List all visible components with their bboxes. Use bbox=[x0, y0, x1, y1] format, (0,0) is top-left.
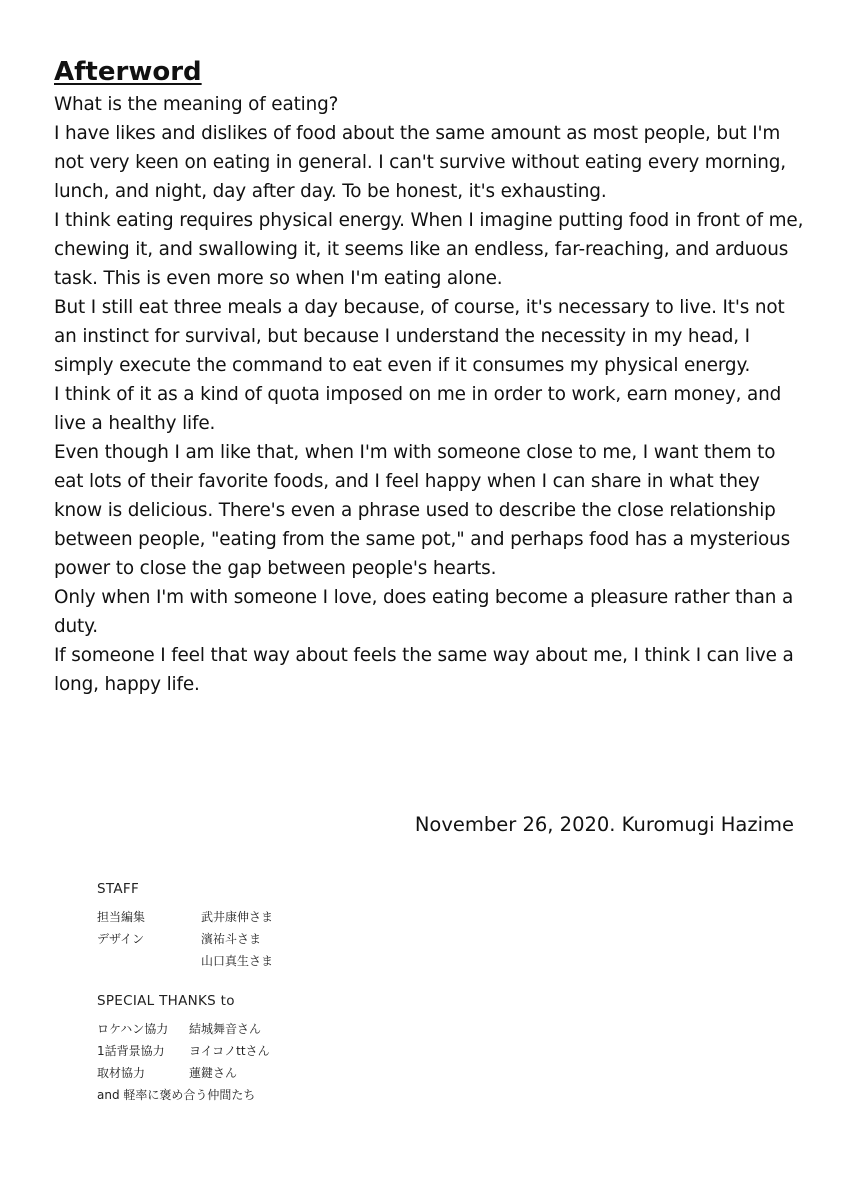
afterword-paragraph: I think of it as a kind of quota imposed on me in order to work, earn money, and live a healthy life. bbox=[54, 384, 782, 434]
afterword-title: Afterword bbox=[54, 57, 202, 87]
afterword-paragraph: Even though I am like that, when I'm with someone close to me, I want them to eat lots of their favorite foods, and I feel happy when I can share in what they know is delicious. There's even a phrase used to describe the close relationship between people, "eating from the same pot," and perhaps food has a mysterious power to close the gap between people's hearts. bbox=[54, 442, 791, 579]
credit-name: 武井康伸さま bbox=[201, 910, 274, 924]
credit-name: 蓮鍵さん bbox=[189, 1066, 238, 1080]
signature-line: November 26, 2020. Kuromugi Hazime bbox=[414, 813, 794, 836]
credit-role bbox=[97, 950, 201, 972]
credit-name: 山口真生さま bbox=[201, 954, 274, 968]
credit-role: デザイン bbox=[97, 932, 145, 946]
staff-row bbox=[97, 906, 273, 928]
thanks-row bbox=[97, 1018, 273, 1040]
afterword-paragraph: But I still eat three meals a day because, of course, it's necessary to live. It's not an instinct for survival, but because I understand the necessity in my head, I simply execute the command to eat even if it consumes my physical energy. bbox=[54, 297, 785, 376]
afterword-paragraph: What is the meaning of eating? bbox=[54, 94, 339, 115]
credit-role: 担当編集 bbox=[97, 910, 146, 924]
credit-name: ヨイコノttさん bbox=[189, 1044, 270, 1058]
credit-role: 取材協力 bbox=[97, 1066, 146, 1080]
credits-spacer bbox=[97, 972, 273, 990]
credits-block bbox=[97, 878, 273, 1106]
thanks-row bbox=[97, 1040, 273, 1062]
credit-name: 濱祐斗さま bbox=[201, 932, 262, 946]
credit-role: ロケハン協力 bbox=[97, 1022, 169, 1036]
afterword-paragraph: I think eating requires physical energy. When I imagine putting food in front of me, chewing it, and swallowing it, it seems like an endless, far-reaching, and arduous task. This is even more so when I'm eating alone. bbox=[54, 210, 804, 289]
staff-row bbox=[97, 928, 273, 950]
thanks-row bbox=[97, 1062, 273, 1084]
staff-row bbox=[97, 950, 273, 972]
thanks-closing: and 軽率に褒め合う仲間たち bbox=[97, 1088, 256, 1102]
afterword-paragraph: If someone I feel that way about feels the same way about me, I think I can live a long, happy life. bbox=[54, 645, 794, 695]
afterword-section bbox=[54, 56, 809, 699]
afterword-paragraph: I have likes and dislikes of food about the same amount as most people, but I'm not very keen on eating in general. I can't survive without eating every morning, lunch, and night, day after day. To be honest, it's exhausting. bbox=[54, 123, 786, 202]
special-thanks-heading: SPECIAL THANKS to bbox=[97, 993, 235, 1009]
afterword-paragraph: Only when I'm with someone I love, does eating become a pleasure rather than a duty. bbox=[54, 587, 794, 637]
credit-role: 1話背景協力 bbox=[97, 1044, 165, 1058]
staff-heading: STAFF bbox=[97, 881, 140, 897]
credit-name: 結城舞音さん bbox=[189, 1022, 262, 1036]
